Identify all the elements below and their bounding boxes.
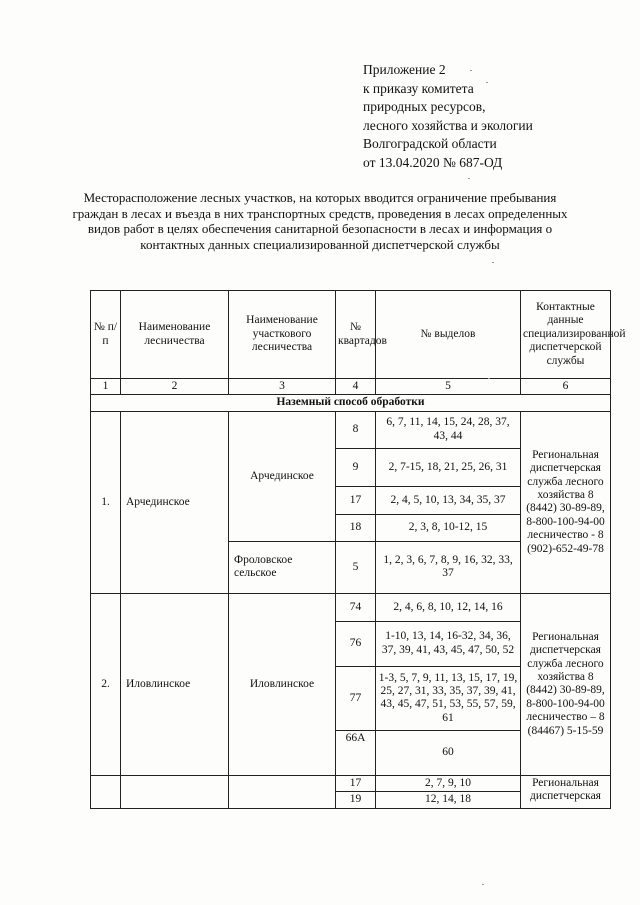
plot-numbers: 1-3, 5, 7, 9, 11, 13, 15, 17, 19, 25, 27, 31, 33, 35, 37, 39, 41, 43, 45, 47, 51, 53, 55, 57, 59, 61 — [376, 666, 521, 730]
appendix-line: к приказу комитета — [363, 80, 474, 96]
subforestry-name: Фроловское сельское — [229, 541, 336, 593]
subforestry-name — [229, 775, 336, 808]
forestry-name — [121, 775, 229, 808]
column-number: 3 — [229, 379, 336, 395]
forestry-name: Иловлинское — [121, 593, 229, 775]
quarter-number: 66А — [336, 730, 376, 775]
document-title: Месторасположение лесных участков, на которых вводится ограничение пребывания граждан в лесах и въезда в них транспортных средств, проведения в лесах определенных видов работ в целях обеспечения санитарной безопасности в лесах и информация о контактных данных специализированной диспетчерской службы — [72, 190, 568, 252]
contact-info: Региональная диспетчерская — [521, 775, 611, 808]
scan-speck — [492, 262, 494, 263]
plot-numbers: 1, 2, 3, 6, 7, 8, 9, 16, 32, 33, 37 — [376, 541, 521, 593]
header-cell-quarters: № квартадов — [336, 291, 376, 379]
appendix-line: Волгоградской области — [363, 136, 497, 151]
forest-plots-table — [90, 290, 626, 809]
plot-numbers: 12, 14, 18 — [376, 792, 521, 808]
row-number: 2. — [91, 593, 121, 775]
quarter-number: 17 — [336, 775, 376, 791]
header-cell-plots: № выделов — [376, 291, 521, 379]
section-row — [91, 395, 611, 411]
plot-numbers: 6, 7, 11, 14, 15, 24, 28, 37, 43, 44 — [376, 411, 521, 448]
header-row — [91, 291, 611, 379]
quarter-number: 76 — [336, 621, 376, 666]
quarter-number: 8 — [336, 411, 376, 448]
header-cell-num: № п/п — [91, 291, 121, 379]
table-row — [91, 411, 611, 448]
table-row — [91, 593, 611, 621]
contact-info: Региональная диспетчерская служба лесного хозяйства 8 (8442) 30-89-89, 8-800-100-94-00 лесничество – 8 (84467) 5-15-59 — [521, 593, 611, 775]
quarter-number: 19 — [336, 792, 376, 808]
header-cell-contacts: Контактные данные специализированной диспетчерской службы — [521, 291, 611, 379]
plot-numbers: 2, 7-15, 18, 21, 25, 26, 31 — [376, 448, 521, 486]
column-number: 2 — [121, 379, 229, 395]
appendix-line: Приложение 2 — [363, 62, 446, 77]
table-row — [91, 775, 611, 791]
subforestry-name: Иловлинское — [229, 593, 336, 775]
plot-numbers: 2, 7, 9, 10 — [376, 775, 521, 791]
scan-speck — [486, 82, 488, 83]
column-number: 5 — [376, 379, 521, 395]
subforestry-name: Арчединское — [229, 411, 336, 541]
row-number: 1. — [91, 411, 121, 593]
column-number: 4 — [336, 379, 376, 395]
scan-speck — [468, 178, 470, 179]
appendix-line: от 13.04.2020 № 687-ОД — [363, 154, 503, 170]
column-number: 6 — [521, 379, 611, 395]
appendix-block — [363, 61, 533, 172]
plot-numbers: 2, 4, 5, 10, 13, 34, 35, 37 — [376, 486, 521, 514]
scan-speck — [488, 378, 490, 379]
appendix-line: лесного хозяйства и экологии — [363, 117, 533, 133]
plot-numbers: 1-10, 13, 14, 16-32, 34, 36, 37, 39, 41, 43, 45, 47, 50, 52 — [376, 621, 521, 666]
column-number: 1 — [91, 379, 121, 395]
header-cell-subforestry: Наименование участкового лесничества — [229, 291, 336, 379]
scan-speck — [482, 884, 484, 885]
column-number-row — [91, 379, 611, 395]
appendix-line: природных ресурсов, — [363, 99, 486, 114]
header-cell-forestry: Наименование лесничества — [121, 291, 229, 379]
contact-info: Региональная диспетчерская служба лесного хозяйства 8 (8442) 30-89-89, 8-800-100-94-00 лесничество - 8 (902)-652-49-78 — [521, 411, 611, 593]
plot-numbers: 60 — [376, 730, 521, 775]
section-title: Наземный способ обработки — [91, 395, 611, 411]
scan-speck — [470, 70, 472, 71]
quarter-number: 5 — [336, 541, 376, 593]
quarter-number: 74 — [336, 593, 376, 621]
plot-numbers: 2, 3, 8, 10-12, 15 — [376, 514, 521, 541]
plot-numbers: 2, 4, 6, 8, 10, 12, 14, 16 — [376, 593, 521, 621]
quarter-number: 17 — [336, 486, 376, 514]
row-number — [91, 775, 121, 808]
quarter-number: 18 — [336, 514, 376, 541]
forestry-name: Арчединское — [121, 411, 229, 593]
quarter-number: 9 — [336, 448, 376, 486]
quarter-number: 77 — [336, 666, 376, 730]
